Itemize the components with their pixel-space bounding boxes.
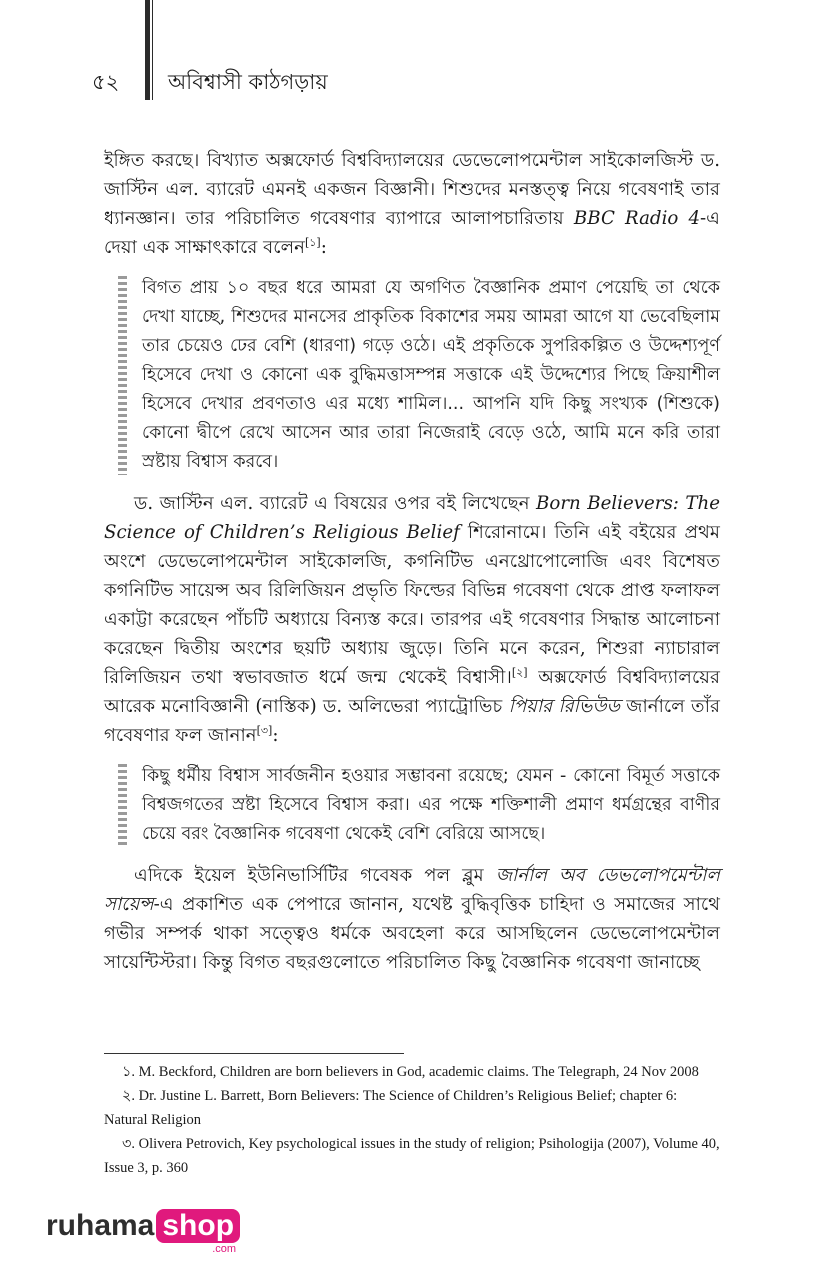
quote-bar xyxy=(118,764,127,847)
text-run: ড. জাস্টিন এল. ব্যারেট এ বিষয়ের ওপর বই লিখেছেন xyxy=(134,493,537,514)
footnote-rule xyxy=(104,1053,404,1054)
book-title: Born Believers: The Science of Children’s Religious Belief xyxy=(104,493,720,543)
paragraph-1 xyxy=(104,146,720,262)
running-title: অবিশ্বাসী কাঠগড়ায় xyxy=(168,70,328,94)
text-run: শিরোনামে। তিনি এই বইয়ের প্রথম অংশে ডেভেলোপমেন্টাল সাইকোলজি, কগনিটিভ এনথ্রোপোলোজি এবং বিশেষত কগনিটিভ সায়েন্স অব রিলিজিয়ন প্রভৃতি ফিল্ডের বিভিন্ন গবেষণা থেকে প্রাপ্ত ফলাফল একাট্টা করেছেন পাঁচটি অধ্যায়ে বিন্যস্ত করে। তারপর এই গবেষণার সিদ্ধান্ত আলোচনা করেছেন দ্বিতীয় অংশের ছয়টি অধ্যায় জুড়ে। তিনি মনে করেন, শিশুরা ন্যাচারাল রিলিজিয়ন তথা স্বভাবজাত ধর্মে জন্ম থেকেই বিশ্বাসী। xyxy=(104,522,720,688)
quote-bar xyxy=(118,276,127,475)
paragraph-3 xyxy=(104,861,720,977)
logo-text-ruhama: ruhama xyxy=(46,1209,155,1242)
italic-run: BBC Radio 4 xyxy=(573,208,701,229)
text-run: : xyxy=(320,237,327,258)
text-run: ইঙ্গিত করছে। বিখ্যাত অক্সফোর্ড বিশ্ববিদ্যালয়ের ডেভেলোপমেন্টাল সাইকোলজিস্ট ড. জাস্টিন এল. ব্যারেট এমনই একজন বিজ্ঞানী। শিশুদের মনস্তত্ত্ব নিয়ে গবেষণাই তার ধ্যানজ্ঞান। তার পরিচালিত গবেষণার ব্যাপারে আলাপচারিতায় xyxy=(104,150,720,229)
text-run: জার্নালে তাঁর গবেষণার ফল জানান xyxy=(104,696,720,746)
logo-text-domain: .com xyxy=(212,1243,237,1255)
text-run: অক্সফোর্ড বিশ্ববিদ্যালয়ের আরেক মনোবিজ্ঞানী (নাস্তিক) ড. অলিভেরা প্যাট্রোভিচ xyxy=(104,667,720,717)
footnotes xyxy=(104,1060,720,1180)
footnote-3: ৩. Olivera Petrovich, Key psychological issues in the study of religion; Psihologija (2007), Volume 40, Issue 3, p. 360 xyxy=(104,1136,720,1176)
text-run: : xyxy=(272,725,279,746)
header-rule-thick xyxy=(145,0,150,100)
footnote-ref-3[interactable]: [৩] xyxy=(256,723,273,737)
paragraph-2 xyxy=(104,489,720,750)
quote-text: বিগত প্রায় ১০ বছর ধরে আমরা যে অগণিত বৈজ্ঞানিক প্রমাণ পেয়েছি তা থেকে দেখা যাচ্ছে, শিশুদের মানসের প্রাকৃতিক বিকাশের সময় আমরা আগে যা ভেবেছিলাম তার চেয়েও ঢের বেশি (ধারণা) গড়ে ওঠে। এই প্রকৃতিকে সুপরিকল্পিত ও উদ্দেশ্যপূর্ণ হিসেবে দেখা ও কোনো এক বুদ্ধিমত্তাসম্পন্ন সত্তাকে এই উদ্দেশ্যের পিছে ক্রিয়াশীল হিসেবে দেখার প্রবণতাও এর মধ্যে শামিল।... আপনি যদি কিছু সংখ্যক (শিশুকে) কোনো দ্বীপে রেখে আসেন আর তারা নিজেরাই বেড়ে ওঠে, আমি মনে করি তারা স্রষ্টায় বিশ্বাস করবে। xyxy=(142,278,720,472)
block-quote-1 xyxy=(118,274,720,477)
text-run: -এ প্রকাশিত এক পেপারে জানান, যথেষ্ট বুদ্ধিবৃত্তিক চাহিদা ও সমাজের সাথে গভীর সম্পর্ক থাকা সত্ত্বেও ধর্মকে অবহেলা করে আসছিলেন ডেভেলোপমেন্টাল সায়েন্টিস্টরা। কিন্তু বিগত বছরগুলোতে পরিচালিত কিছু বৈজ্ঞানিক গবেষণা জানাচ্ছে xyxy=(104,894,720,973)
ruhamashop-logo xyxy=(46,1209,240,1256)
logo-badge xyxy=(156,1209,240,1256)
italic-run: পিয়ার রিভিউড xyxy=(508,696,620,717)
text-run: এদিকে ইয়েল ইউনিভার্সিটির গবেষক পল ব্লুম xyxy=(134,865,496,886)
footnote-ref-2[interactable]: [২] xyxy=(511,665,528,679)
text-run: -এ দেয়া এক সাক্ষাৎকারে বলেন xyxy=(104,208,721,258)
block-quote-2 xyxy=(118,762,720,849)
footnote-ref-1[interactable]: [১] xyxy=(305,235,321,249)
main-text xyxy=(104,146,720,977)
footnote-1: ১. M. Beckford, Children are born believers in God, academic claims. The Telegraph, 24 Nov 2008 xyxy=(122,1064,699,1080)
journal-title: জার্নাল অব ডেভলোপমেন্টাল সায়েন্স xyxy=(104,865,720,915)
header-rule-thin xyxy=(152,0,153,100)
footnote-2: ২. Dr. Justine L. Barrett, Born Believers: The Science of Children’s Religious Belief; chapter 6: Natural Religion xyxy=(104,1088,678,1128)
logo-text-shop: shop xyxy=(156,1209,240,1243)
quote-text: কিছু ধর্মীয় বিশ্বাস সার্বজনীন হওয়ার সম্ভাবনা রয়েছে; যেমন - কোনো বিমূর্ত সত্তাকে বিশ্বজগতের স্রষ্টা হিসেবে বিশ্বাস করা। এর পক্ষে শক্তিশালী প্রমাণ ধর্মগ্রন্থের বাণীর চেয়ে বরং বৈজ্ঞানিক গবেষণা থেকেই বেশি বেরিয়ে আসছে। xyxy=(142,766,720,844)
page-number: ৫২ xyxy=(92,70,120,94)
